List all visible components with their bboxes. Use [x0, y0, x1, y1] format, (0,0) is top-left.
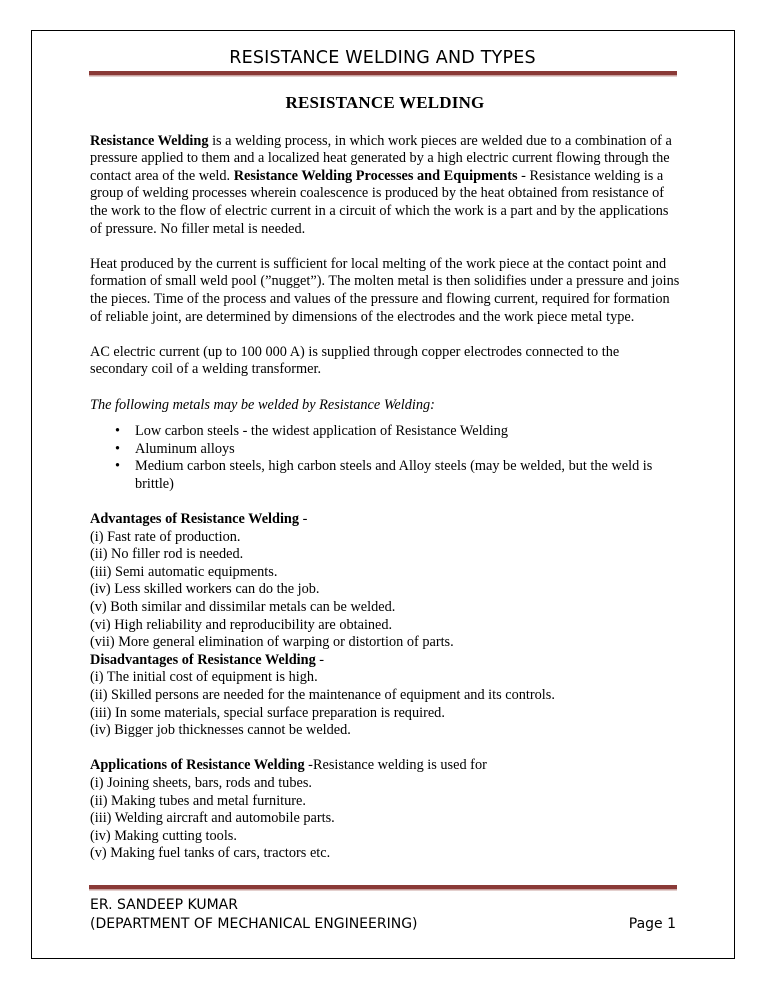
processes-subheading: Resistance Welding Processes and Equipments	[230, 167, 518, 184]
intro-text: is a welding process, in which work pieces are welded due to a combination of a pressure applied to them and a localized heat generated by a high electric current flowing through the contact area of the weld.	[90, 132, 672, 184]
intro-paragraph	[90, 133, 680, 239]
list-item: (iii) Semi automatic equipments.	[90, 563, 278, 580]
advantages-heading	[90, 511, 680, 529]
document-title: RESISTANCE WELDING	[285, 93, 485, 112]
disadvantages-heading	[90, 652, 680, 670]
list-item: (ii) No filler rod is needed.	[90, 546, 244, 563]
disadvantages-suffix: -	[315, 651, 325, 668]
header-rule	[89, 71, 677, 75]
running-header: RESISTANCE WELDING AND TYPES	[229, 48, 536, 68]
list-item: (v) Both similar and dissimilar metals can be welded.	[90, 599, 396, 616]
page-number: Page 1	[628, 915, 676, 932]
footer-rule	[89, 885, 677, 889]
metals-intro-text: The following metals may be welded by Resistance Welding:	[90, 396, 435, 413]
processes-text: - Resistance welding is a group of welding processes wherein coalescence is produced by the heat obtained from resistance of the work to the flow of electric current in a circuit of which the work is a part and by the applications of pressure. No filler metal is needed.	[90, 167, 669, 237]
footer-author: ER. SANDEEP KUMAR	[90, 897, 238, 913]
list-item: (v) Making fuel tanks of cars, tractors etc.	[90, 845, 331, 862]
advantages-list	[90, 529, 680, 652]
applications-suffix: -Resistance welding is used for	[304, 757, 487, 774]
list-item: (iv) Making cutting tools.	[90, 827, 237, 844]
footer-department: (DEPARTMENT OF MECHANICAL ENGINEERING)	[90, 915, 418, 932]
disadvantages-heading-text: Disadvantages of Resistance Welding	[90, 651, 316, 668]
metals-list	[90, 423, 680, 493]
list-item: (ii) Skilled persons are needed for the maintenance of equipment and its controls.	[90, 687, 555, 703]
list-item: • Low carbon steels - the widest application of Resistance Welding	[135, 423, 680, 441]
list-item: (i) Fast rate of production.	[90, 528, 241, 545]
ac-current-paragraph: AC electric current (up to 100 000 A) is supplied through copper electrodes connected to the secondary coil of a welding transformer.	[90, 343, 620, 378]
list-item: (ii) Making tubes and metal furniture.	[90, 792, 306, 809]
document-body	[90, 94, 680, 863]
advantages-suffix: -	[299, 511, 308, 528]
list-item: (iv) Bigger job thicknesses cannot be welded.	[90, 722, 351, 739]
list-item: (iii) Welding aircraft and automobile parts.	[90, 810, 335, 827]
applications-list	[90, 775, 680, 863]
intro-term: Resistance Welding	[90, 132, 209, 149]
heat-paragraph: Heat produced by the current is sufficient for local melting of the work piece at the contact point and formation of small weld pool (”nugget”). The molten metal is then solidifies under a pressure and joins the pieces. Time of the process and values of the pressure and flowing current, required for formation of reliable joint, are determined by dimensions of the electrodes and the work piece metal type.	[90, 255, 680, 325]
list-item: (i) The initial cost of equipment is high.	[90, 669, 318, 686]
list-item: (iii) In some materials, special surface preparation is required.	[90, 704, 445, 721]
list-item: (vi) High reliability and reproducibility are obtained.	[90, 616, 393, 633]
list-item: • Medium carbon steels, high carbon steels and Alloy steels (may be welded, but the weld is brittle)	[135, 458, 680, 493]
list-item: • Aluminum alloys	[135, 441, 680, 459]
page-footer	[90, 896, 680, 933]
applications-heading-text: Applications of Resistance Welding	[90, 757, 305, 774]
list-item: (iv) Less skilled workers can do the job.	[90, 581, 320, 598]
list-item: (vii) More general elimination of warping or distortion of parts.	[90, 634, 454, 651]
applications-heading	[90, 757, 680, 775]
metals-intro	[90, 397, 680, 415]
disadvantages-list	[90, 669, 680, 739]
advantages-heading-text: Advantages of Resistance Welding	[90, 511, 300, 528]
list-item: (i) Joining sheets, bars, rods and tubes.	[90, 774, 312, 791]
